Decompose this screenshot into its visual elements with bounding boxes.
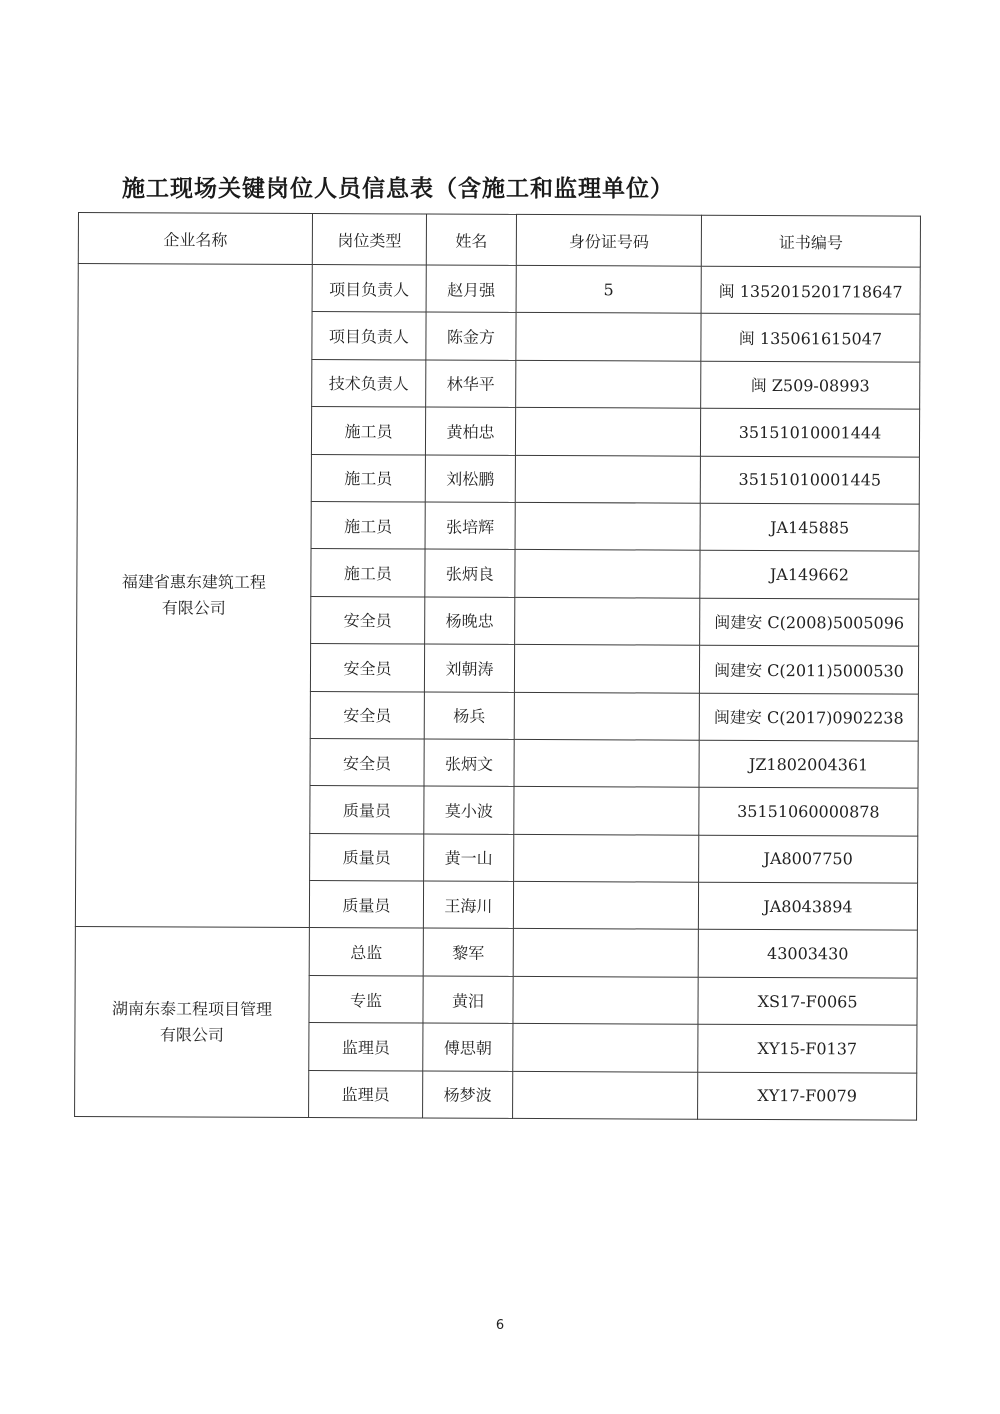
certificate-cell: 43003430 (698, 930, 917, 978)
id-number-cell (514, 739, 699, 787)
page-number: 6 (495, 1318, 505, 1333)
certificate-cell: 35151010001444 (700, 408, 919, 456)
name-cell: 杨梦波 (423, 1071, 513, 1119)
name-cell: 林华平 (426, 360, 516, 408)
company-cell (75, 264, 312, 928)
header-certificate: 证书编号 (701, 215, 920, 267)
role-cell: 技术负责人 (312, 359, 426, 407)
certificate-cell: JA149662 (700, 551, 919, 599)
id-number-cell (513, 1071, 698, 1119)
name-cell: 刘朝涛 (424, 644, 514, 692)
role-cell: 安全员 (310, 738, 424, 786)
company-name-line: 有限公司 (161, 598, 226, 618)
role-cell: 监理员 (309, 1023, 423, 1071)
table-row (75, 927, 917, 978)
id-number-cell (515, 502, 700, 550)
id-number-cell (513, 881, 698, 929)
name-cell: 黎军 (423, 928, 513, 976)
role-cell: 施工员 (311, 454, 425, 502)
name-cell: 王海川 (423, 881, 513, 929)
certificate-cell: 闽建安 C(2011)5000530 (699, 645, 918, 693)
certificate-cell: XY15-F0137 (698, 1024, 917, 1072)
id-number-cell (515, 455, 700, 503)
name-cell: 杨晚忠 (425, 597, 515, 645)
certificate-cell: XY17-F0079 (698, 1072, 917, 1120)
id-number-cell (513, 929, 698, 977)
name-cell: 傅思朝 (423, 1023, 513, 1071)
id-number-cell (514, 645, 699, 693)
name-cell: 张培辉 (425, 502, 515, 550)
id-number-cell (514, 692, 699, 740)
certificate-cell: 35151060000878 (699, 788, 918, 836)
id-number-cell (515, 408, 700, 456)
header-id-number: 身份证号码 (516, 214, 701, 266)
personnel-table (74, 212, 921, 1121)
certificate-cell: 35151010001445 (700, 456, 919, 504)
id-number-cell (513, 1024, 698, 1072)
name-cell: 张炳文 (424, 739, 514, 787)
certificate-cell: JA8007750 (699, 835, 918, 883)
role-cell: 总监 (309, 928, 423, 976)
table-header-row (78, 213, 920, 268)
role-cell: 监理员 (309, 1070, 423, 1118)
name-cell: 黄汨 (423, 976, 513, 1024)
company-name-line: 福建省惠东建筑工程 (121, 572, 266, 593)
name-cell: 莫小波 (424, 786, 514, 834)
certificate-cell: 闽 1352015201718647 (701, 266, 920, 314)
company-name-line: 有限公司 (159, 1025, 224, 1045)
id-number-cell (516, 360, 701, 408)
header-role: 岗位类型 (312, 214, 426, 265)
role-cell: 质量员 (310, 786, 424, 834)
header-name: 姓名 (426, 214, 516, 265)
name-cell: 刘松鹏 (425, 455, 515, 503)
id-number-cell (513, 976, 698, 1024)
role-cell: 项目负责人 (312, 265, 426, 313)
id-number-cell (515, 550, 700, 598)
role-cell: 施工员 (311, 549, 425, 597)
name-cell: 杨兵 (424, 692, 514, 740)
role-cell: 专监 (309, 975, 423, 1023)
header-company: 企业名称 (78, 213, 312, 265)
certificate-cell: 闽建安 C(2008)5005096 (700, 598, 919, 646)
name-cell: 黄一山 (424, 834, 514, 882)
certificate-cell: 闽 Z509-08993 (701, 361, 920, 409)
certificate-cell: 闽建安 C(2017)0902238 (699, 693, 918, 741)
name-cell: 黄柏忠 (425, 407, 515, 455)
role-cell: 安全员 (310, 691, 424, 739)
role-cell: 安全员 (311, 596, 425, 644)
id-number-cell (514, 834, 699, 882)
certificate-cell: XS17-F0065 (698, 977, 917, 1025)
role-cell: 项目负责人 (312, 312, 426, 360)
certificate-cell: JA145885 (700, 503, 919, 551)
role-cell: 质量员 (310, 833, 424, 881)
role-cell: 施工员 (311, 407, 425, 455)
name-cell: 陈金方 (426, 312, 516, 360)
page-title: 施工现场关键岗位人员信息表（含施工和监理单位） (122, 176, 674, 202)
role-cell: 安全员 (310, 644, 424, 692)
company-cell (75, 927, 310, 1118)
certificate-cell: 闽 135061615047 (701, 314, 920, 362)
table-body (75, 264, 921, 1121)
id-number-cell (514, 787, 699, 835)
id-number-cell (515, 597, 700, 645)
role-cell: 施工员 (311, 501, 425, 549)
certificate-cell: JZ1802004361 (699, 740, 918, 788)
name-cell: 赵月强 (426, 265, 516, 313)
id-number-cell (516, 313, 701, 361)
name-cell: 张炳良 (425, 549, 515, 597)
role-cell: 质量员 (309, 881, 423, 929)
table-row (78, 264, 920, 315)
company-name-line: 湖南东泰工程项目管理 (111, 998, 273, 1019)
id-number-cell: 5 (516, 265, 701, 313)
certificate-cell: JA8043894 (698, 882, 917, 930)
